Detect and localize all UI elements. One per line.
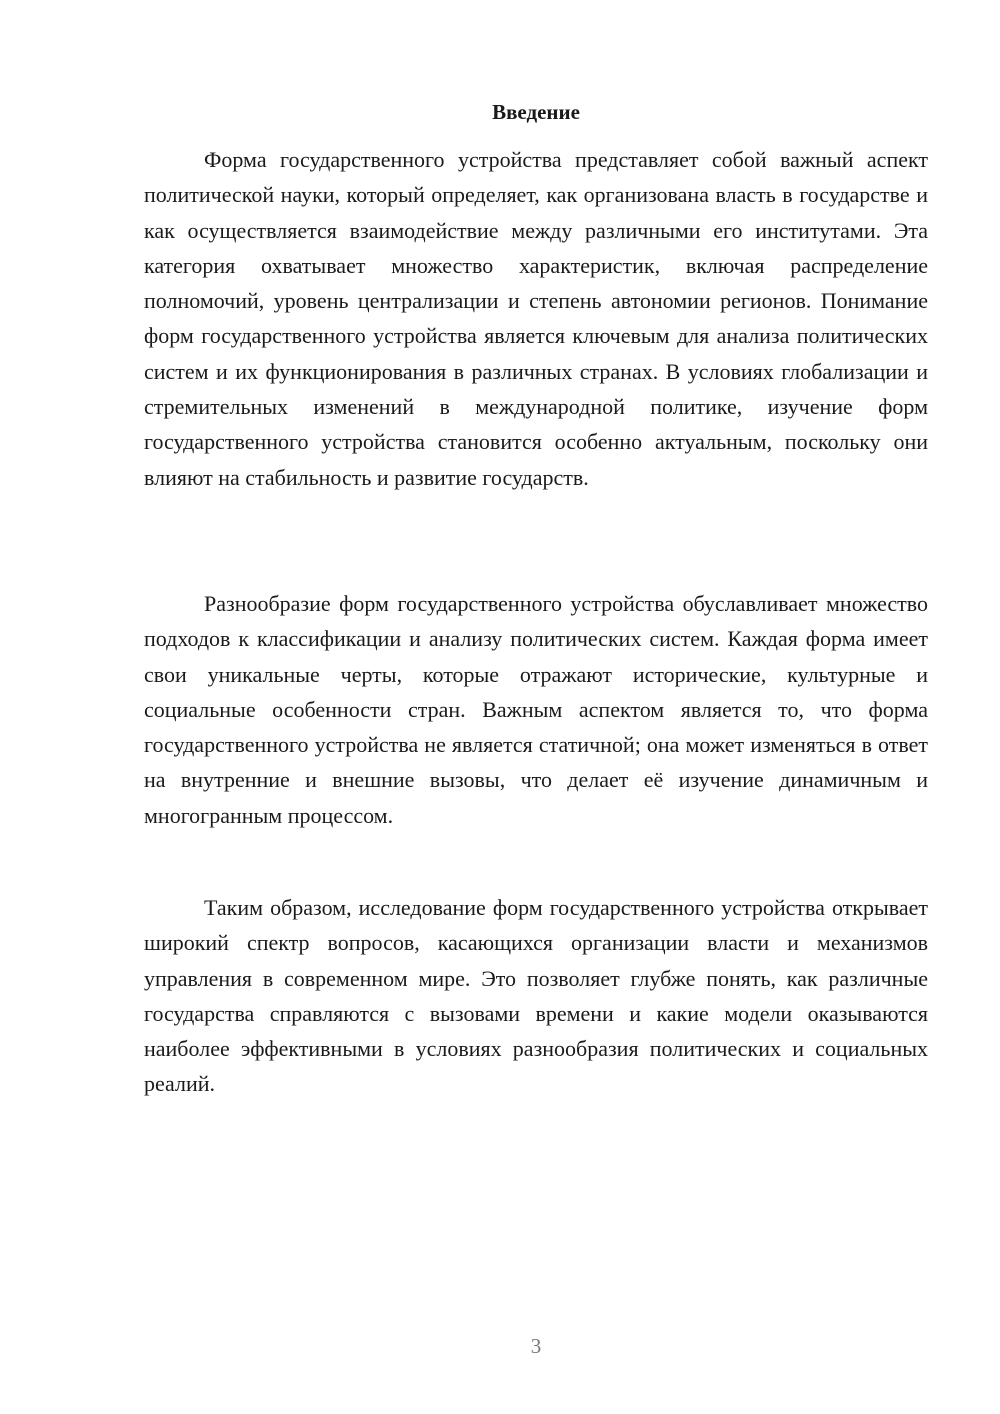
paragraph-2: Разнообразие форм государственного устройства обуславливает множество подходов к классификации и анализу политических систем. Каждая форма имеет свои уникальные черты, которые отражают исторические, культурные и социальные особенности стран. Важным аспектом является то, что форма государственного устройства не является статичной; она может изменяться в ответ на внутренние и внешние вызовы, что делает её изучение динамичным и многогранным процессом.	[144, 591, 928, 828]
section-heading: Введение	[492, 100, 580, 124]
paragraph-3: Таким образом, исследование форм государственного устройства открывает широкий спектр вопросов, касающихся организации власти и механизмов управления в современном мире. Это позволяет глубже понять, как различные государства справляются с вызовами времени и какие модели оказываются наиболее эффективными в условиях разнообразия политических и социальных реалий.	[144, 895, 928, 1097]
paragraph-1: Форма государственного устройства представляет собой важный аспект политической науки, который определяет, как организована власть в государстве и как осуществляется взаимодействие между различными его институтами. Эта категория охватывает множество характеристик, включая распределение полномочий, уровень централизации и степень автономии регионов. Понимание форм государственного устройства является ключевым для анализа политических систем и их функционирования в различных странах. В условиях глобализации и стремительных изменений в международной политике, изучение форм государственного устройства становится особенно актуальным, поскольку они влияют на стабильность и развитие государств.	[144, 147, 928, 490]
page-number: 3	[530, 1334, 542, 1358]
